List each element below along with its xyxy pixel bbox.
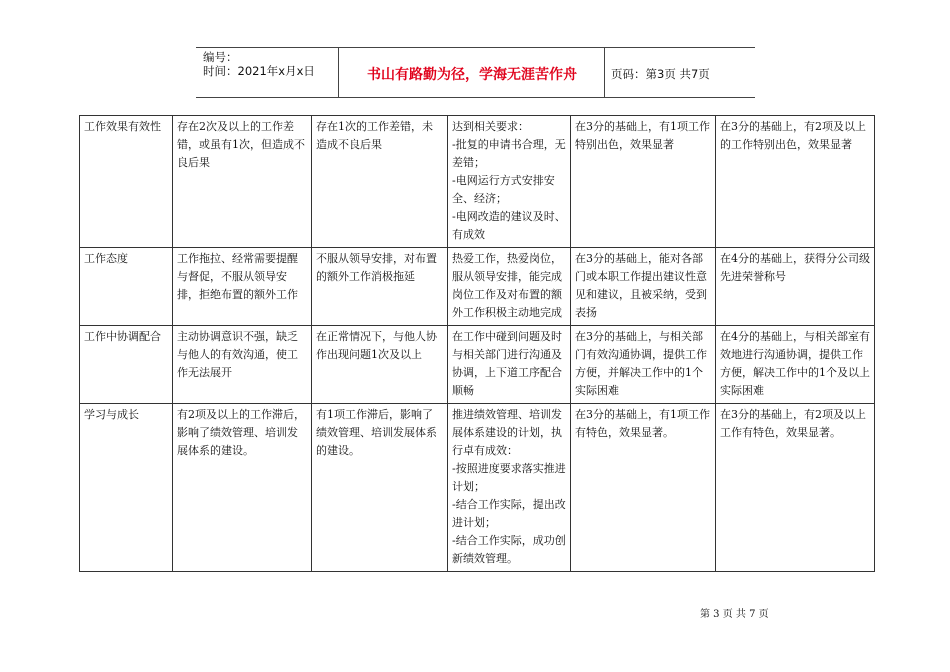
criterion-cell: 学习与成长 <box>80 404 173 572</box>
score-level-cell <box>312 248 448 326</box>
score-level-cell <box>716 326 875 404</box>
cell-text: 在4分的基础上，与相关部室有效地进行沟通协调，提供工作方便，解决工作中的1个及以上实际困难 <box>720 330 870 397</box>
score-level-cell <box>571 248 716 326</box>
score-level-cell <box>312 326 448 404</box>
score-level-cell <box>448 116 571 248</box>
criterion-cell: 工作态度 <box>80 248 173 326</box>
cell-text: -结合工作实际，提出改进计划； <box>452 498 566 529</box>
header-divider-right <box>604 47 605 98</box>
score-level-cell <box>571 116 716 248</box>
score-level-cell <box>448 248 571 326</box>
table-row <box>80 248 875 326</box>
score-level-cell <box>716 116 875 248</box>
cell-text: 在工作中碰到问题及时与相关部门进行沟通及协调，上下道工序配合顺畅 <box>452 330 562 397</box>
header-top-rule <box>196 47 755 48</box>
header-motto: 书山有路勤为径，学海无涯苦作舟 <box>367 67 577 83</box>
header-bottom-rule <box>196 97 755 98</box>
cell-text: 在3分的基础上，有2项及以上工作有特色，效果显著。 <box>720 408 866 439</box>
cell-text: 推进绩效管理、培训发展体系建设的计划，执行卓有成效： <box>452 408 562 457</box>
criterion-cell: 工作中协调配合 <box>80 326 173 404</box>
cell-text: 存在1次的工作差错，未造成不良后果 <box>316 120 433 151</box>
score-level-cell <box>312 116 448 248</box>
score-level-cell <box>571 326 716 404</box>
score-level-cell <box>716 404 875 572</box>
cell-text: -结合工作实际，成功创新绩效管理。 <box>452 534 566 565</box>
cell-text: -电网改造的建议及时、有成效 <box>452 210 566 241</box>
criterion-cell: 工作效果有效性 <box>80 116 173 248</box>
score-level-cell <box>716 248 875 326</box>
score-level-cell <box>173 116 312 248</box>
cell-text: 在3分的基础上，与相关部门有效沟通协调，提供工作方便，并解决工作中的1个实际困难 <box>575 330 707 397</box>
score-level-cell <box>173 248 312 326</box>
cell-text: 在4分的基础上，获得分公司级先进荣誉称号 <box>720 252 870 283</box>
header-page-info: 页码：第3页 共7页 <box>611 67 710 81</box>
score-level-cell <box>571 404 716 572</box>
cell-text: 在3分的基础上，能对各部门或本职工作提出建议性意见和建议，且被采纳，受到表扬 <box>575 252 707 319</box>
table-row <box>80 404 875 572</box>
cell-text: 在正常情况下，与他人协作出现问题1次及以上 <box>316 330 437 361</box>
document-date: 时间：2021年x月x日 <box>203 64 315 78</box>
evaluation-table <box>79 115 875 572</box>
score-level-cell <box>448 326 571 404</box>
table-row <box>80 326 875 404</box>
score-level-cell <box>173 326 312 404</box>
cell-text: 工作拖拉、经常需要提醒与督促，不服从领导安排，拒绝布置的额外工作 <box>177 252 298 301</box>
score-level-cell <box>448 404 571 572</box>
cell-text: -电网运行方式安排安全、经济； <box>452 174 555 205</box>
cell-text: 有1项工作滞后，影响了绩效管理、培训发展体系的建设。 <box>316 408 437 457</box>
cell-text: 在3分的基础上，有2项及以上的工作特别出色，效果显著 <box>720 120 866 151</box>
cell-text: 在3分的基础上，有1项工作有特色，效果显著。 <box>575 408 710 439</box>
cell-text: 主动协调意识不强，缺乏与他人的有效沟通，使工作无法展开 <box>177 330 298 379</box>
page-footer: 第 3 页 共 7 页 <box>700 609 769 620</box>
document-number-label: 编号： <box>203 50 238 64</box>
header-meta <box>203 50 315 78</box>
score-level-cell <box>312 404 448 572</box>
cell-text: 有2项及以上的工作滞后，影响了绩效管理、培训发展体系的建设。 <box>177 408 305 457</box>
table-row <box>80 116 875 248</box>
cell-text: 不服从领导安排，对布置的额外工作消极拖延 <box>316 252 437 283</box>
header-divider-left <box>338 47 339 98</box>
cell-text: 热爱工作，热爱岗位，服从领导安排，能完成岗位工作及对布置的额外工作积极主动地完成 <box>452 252 562 319</box>
cell-text: 在3分的基础上，有1项工作特别出色，效果显著 <box>575 120 710 151</box>
score-level-cell <box>173 404 312 572</box>
cell-text: 存在2次及以上的工作差错，或虽有1次，但造成不良后果 <box>177 120 305 169</box>
evaluation-table-body <box>80 116 875 572</box>
cell-text: 达到相关要求： <box>452 120 529 133</box>
cell-text: -批复的申请书合理，无差错； <box>452 138 566 169</box>
cell-text: -按照进度要求落实推进计划； <box>452 462 566 493</box>
